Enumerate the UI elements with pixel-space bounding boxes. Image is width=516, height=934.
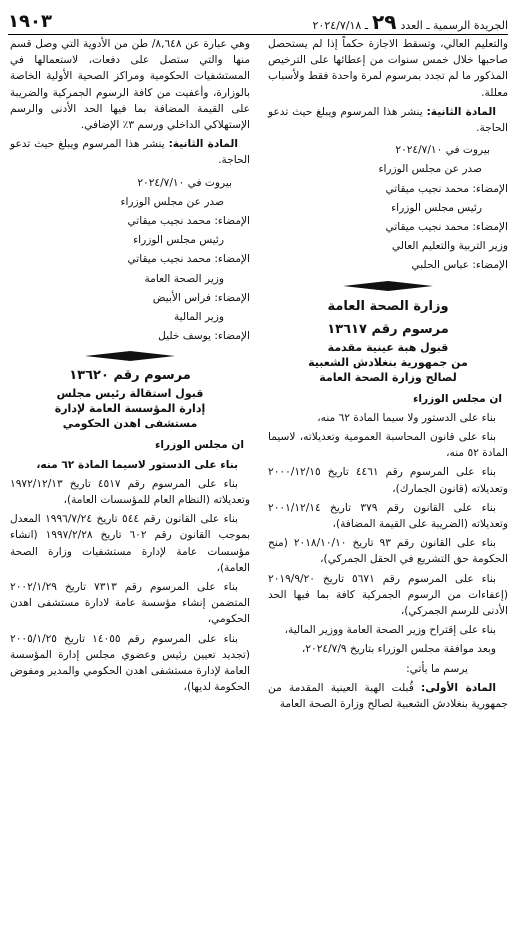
recital: بناء على قانون المحاسبة العمومية وتعديلاته، لاسيما المادة ٥٢ منه، bbox=[268, 431, 508, 460]
issue-number: ٢٩ bbox=[372, 10, 397, 34]
minister-title: وزير الصحة العامة bbox=[144, 272, 224, 285]
article-text: قُبلت الهبة العينية المقدمة من جمهورية بنغلادش الشعبية لصالح وزارة الصحة العامة bbox=[268, 681, 508, 711]
right-column bbox=[263, 36, 508, 926]
recital: وبعد موافقة مجلس الوزراء بتاريخ ٢٠٢٤/٧/٩، bbox=[301, 643, 496, 656]
article-label: المادة الثانية: bbox=[426, 105, 496, 118]
issue-date: ـ ٢٠٢٤/٧/١٨ bbox=[312, 19, 369, 32]
decree-subtitle: من جمهورية بنغلادش الشعبية bbox=[308, 355, 468, 369]
council-heading: ان مجلس الوزراء bbox=[412, 392, 502, 405]
decree-subtitle: قبول هبة عينية مقدمة bbox=[327, 340, 449, 354]
recital: بناء على القانون رقم ٥٤٤ تاريخ ١٩٩٦/٧/٢٤ المعدل بموجب القانون رقم ٦٠٢ تاريخ ١٩٩٧/٢/٢٨ (انشاء مؤسسات عامة لإدارة مستشفيات وزارة الصحة العامة)، bbox=[10, 513, 250, 574]
recital: بناء على المرسوم رقم ٧٣١٣ تاريخ ٢٠٠٢/١/٢٩ المتضمن إنشاء مؤسسة عامة لادارة مستشفى اهدن الحكومي، bbox=[10, 581, 250, 626]
section-divider-icon bbox=[268, 281, 508, 291]
decree-title: مرسوم رقم ١٣٦٢٠ bbox=[69, 368, 191, 384]
gazette-title: الجريدة الرسمية ـ العدد bbox=[400, 19, 508, 32]
article-label: المادة الثانية: bbox=[168, 138, 238, 151]
recital: بناء على المرسوم رقم ١٤٠٥٥ تاريخ ٢٠٠٥/١/٢٥ (تجديد تعيين رئيس وعضوي مجلس إدارة المؤسسة العامة لإدارة مستشفى اهدن الحكومي والمدير ومفوض الحكومة لديها)، bbox=[10, 632, 250, 694]
signature: الإمضاء: فراس الأبيض bbox=[152, 291, 250, 304]
recital: بناء على القانون رقم ٣٧٩ تاريخ ٢٠٠١/١٢/١٤ وتعديلاته (الضريبة على القيمة المضافة)، bbox=[268, 501, 508, 531]
signature: الإمضاء: يوسف خليل bbox=[158, 330, 250, 343]
decree-subtitle: لصالح وزارة الصحة العامة bbox=[319, 370, 457, 384]
decree-date: بيروت في ٢٠٢٤/٧/١٠ bbox=[137, 176, 232, 189]
minister-title: وزير المالية bbox=[173, 311, 224, 324]
article-1 bbox=[268, 680, 508, 712]
signature: الإمضاء: محمد نجيب ميقاتي bbox=[127, 215, 250, 228]
recital: بناء على الدستور ولا سيما المادة ٦٢ منه، bbox=[317, 411, 496, 424]
ministry-title: وزارة الصحة العامة bbox=[327, 298, 449, 314]
signature: الإمضاء: محمد نجيب ميقاتي bbox=[385, 182, 508, 195]
section-divider-icon bbox=[10, 351, 250, 361]
minister-title: وزير التربية والتعليم العالي bbox=[391, 240, 508, 253]
decree-title: مرسوم رقم ١٣٦١٧ bbox=[327, 321, 449, 337]
columns bbox=[8, 36, 508, 926]
article-text: ينشر هذا المرسوم ويبلغ حيث تدعو الحاجة. bbox=[268, 105, 508, 135]
article-2 bbox=[268, 104, 508, 136]
signature: الإمضاء: محمد نجيب ميقاتي bbox=[385, 221, 508, 234]
left-column bbox=[10, 36, 255, 926]
decree-subtitle: قبول استقالة رئيس مجلس bbox=[56, 387, 204, 401]
pm-title: رئيس مجلس الوزراء bbox=[391, 201, 482, 214]
recital: بناء على المرسوم رقم ٤٤٦١ تاريخ ٢٠٠٠/١٢/١٥ وتعديلاته (قانون الجمارك)، bbox=[268, 466, 508, 495]
page-number: ١٩٠٣ bbox=[8, 11, 52, 32]
recital: بناء على المرسوم رقم ٤٥١٧ تاريخ ١٩٧٢/١٢/١٣ وتعديلاته (النظام العام للمؤسسات العامة)، bbox=[10, 477, 250, 507]
issued-by: صدر عن مجلس الوزراء bbox=[120, 195, 224, 208]
recital: بناء على الدستور لاسيما المادة ٦٢ منه، bbox=[36, 458, 238, 471]
recital: بناء على القانون رقم ٩٣ تاريخ ٢٠١٨/١٠/١٠ (منح الحكومة حق التشريع في الحقل الجمركي)، bbox=[268, 537, 508, 566]
page-header bbox=[8, 6, 508, 35]
council-heading: ان مجلس الوزراء bbox=[154, 439, 244, 452]
continuation-paragraph: والتعليم العالي، وتسقط الاجازة حكماً إذا لم يستحصل صاحبها خلال خمس سنوات من إعطائها على الترخيص المذكور ما لم تجدد بمرسوم لمرة واحدة فقط ولأسباب معللة. bbox=[268, 38, 508, 99]
continuation-paragraph: وهي عبارة عن ٨,٦٤٨/ طن من الأدوية التي وصل قسم منها والتي ستصل على دفعات، لاستعمالها في المستشفيات الحكومية ومراكز الصحية الأولية الخاصة بالوزارة، وأعفيت من كافة الرسوم الجمركية والضريبة على القيمة المضافة بما فيها الحد الأدنى والرسم الإستهلاكي الداخلي ورسم ٣٪ الإضافي. bbox=[10, 38, 250, 132]
decree-subtitle: مستشفى اهدن الحكومي bbox=[62, 417, 198, 431]
recital: بناء على المرسوم رقم ٥٦٧١ تاريخ ٢٠١٩/٩/٢٠ (إعفاءات من الرسوم الجمركية كافة بما فيها الحد الأدنى للرسم الجمركي)، bbox=[268, 572, 508, 618]
article-label: المادة الأولى: bbox=[421, 681, 496, 694]
pm-title: رئيس مجلس الوزراء bbox=[133, 234, 224, 247]
gazette-title-group bbox=[313, 12, 508, 32]
issued-by: صدر عن مجلس الوزراء bbox=[378, 163, 482, 176]
article-text: ينشر هذا المرسوم ويبلغ حيث تدعو الحاجة. bbox=[10, 138, 250, 167]
decrees-line: يرسم ما يأتي: bbox=[406, 662, 468, 675]
decree-date: بيروت في ٢٠٢٤/٧/١٠ bbox=[395, 144, 490, 157]
recital: بناء على إقتراح وزير الصحة العامة ووزير المالية، bbox=[284, 624, 496, 637]
article-2 bbox=[10, 136, 250, 168]
signature: الإمضاء: عباس الحلبي bbox=[411, 259, 508, 272]
signature: الإمضاء: محمد نجيب ميقاتي bbox=[127, 253, 250, 266]
decree-subtitle: إدارة المؤسسة العامة لإدارة bbox=[54, 402, 206, 416]
